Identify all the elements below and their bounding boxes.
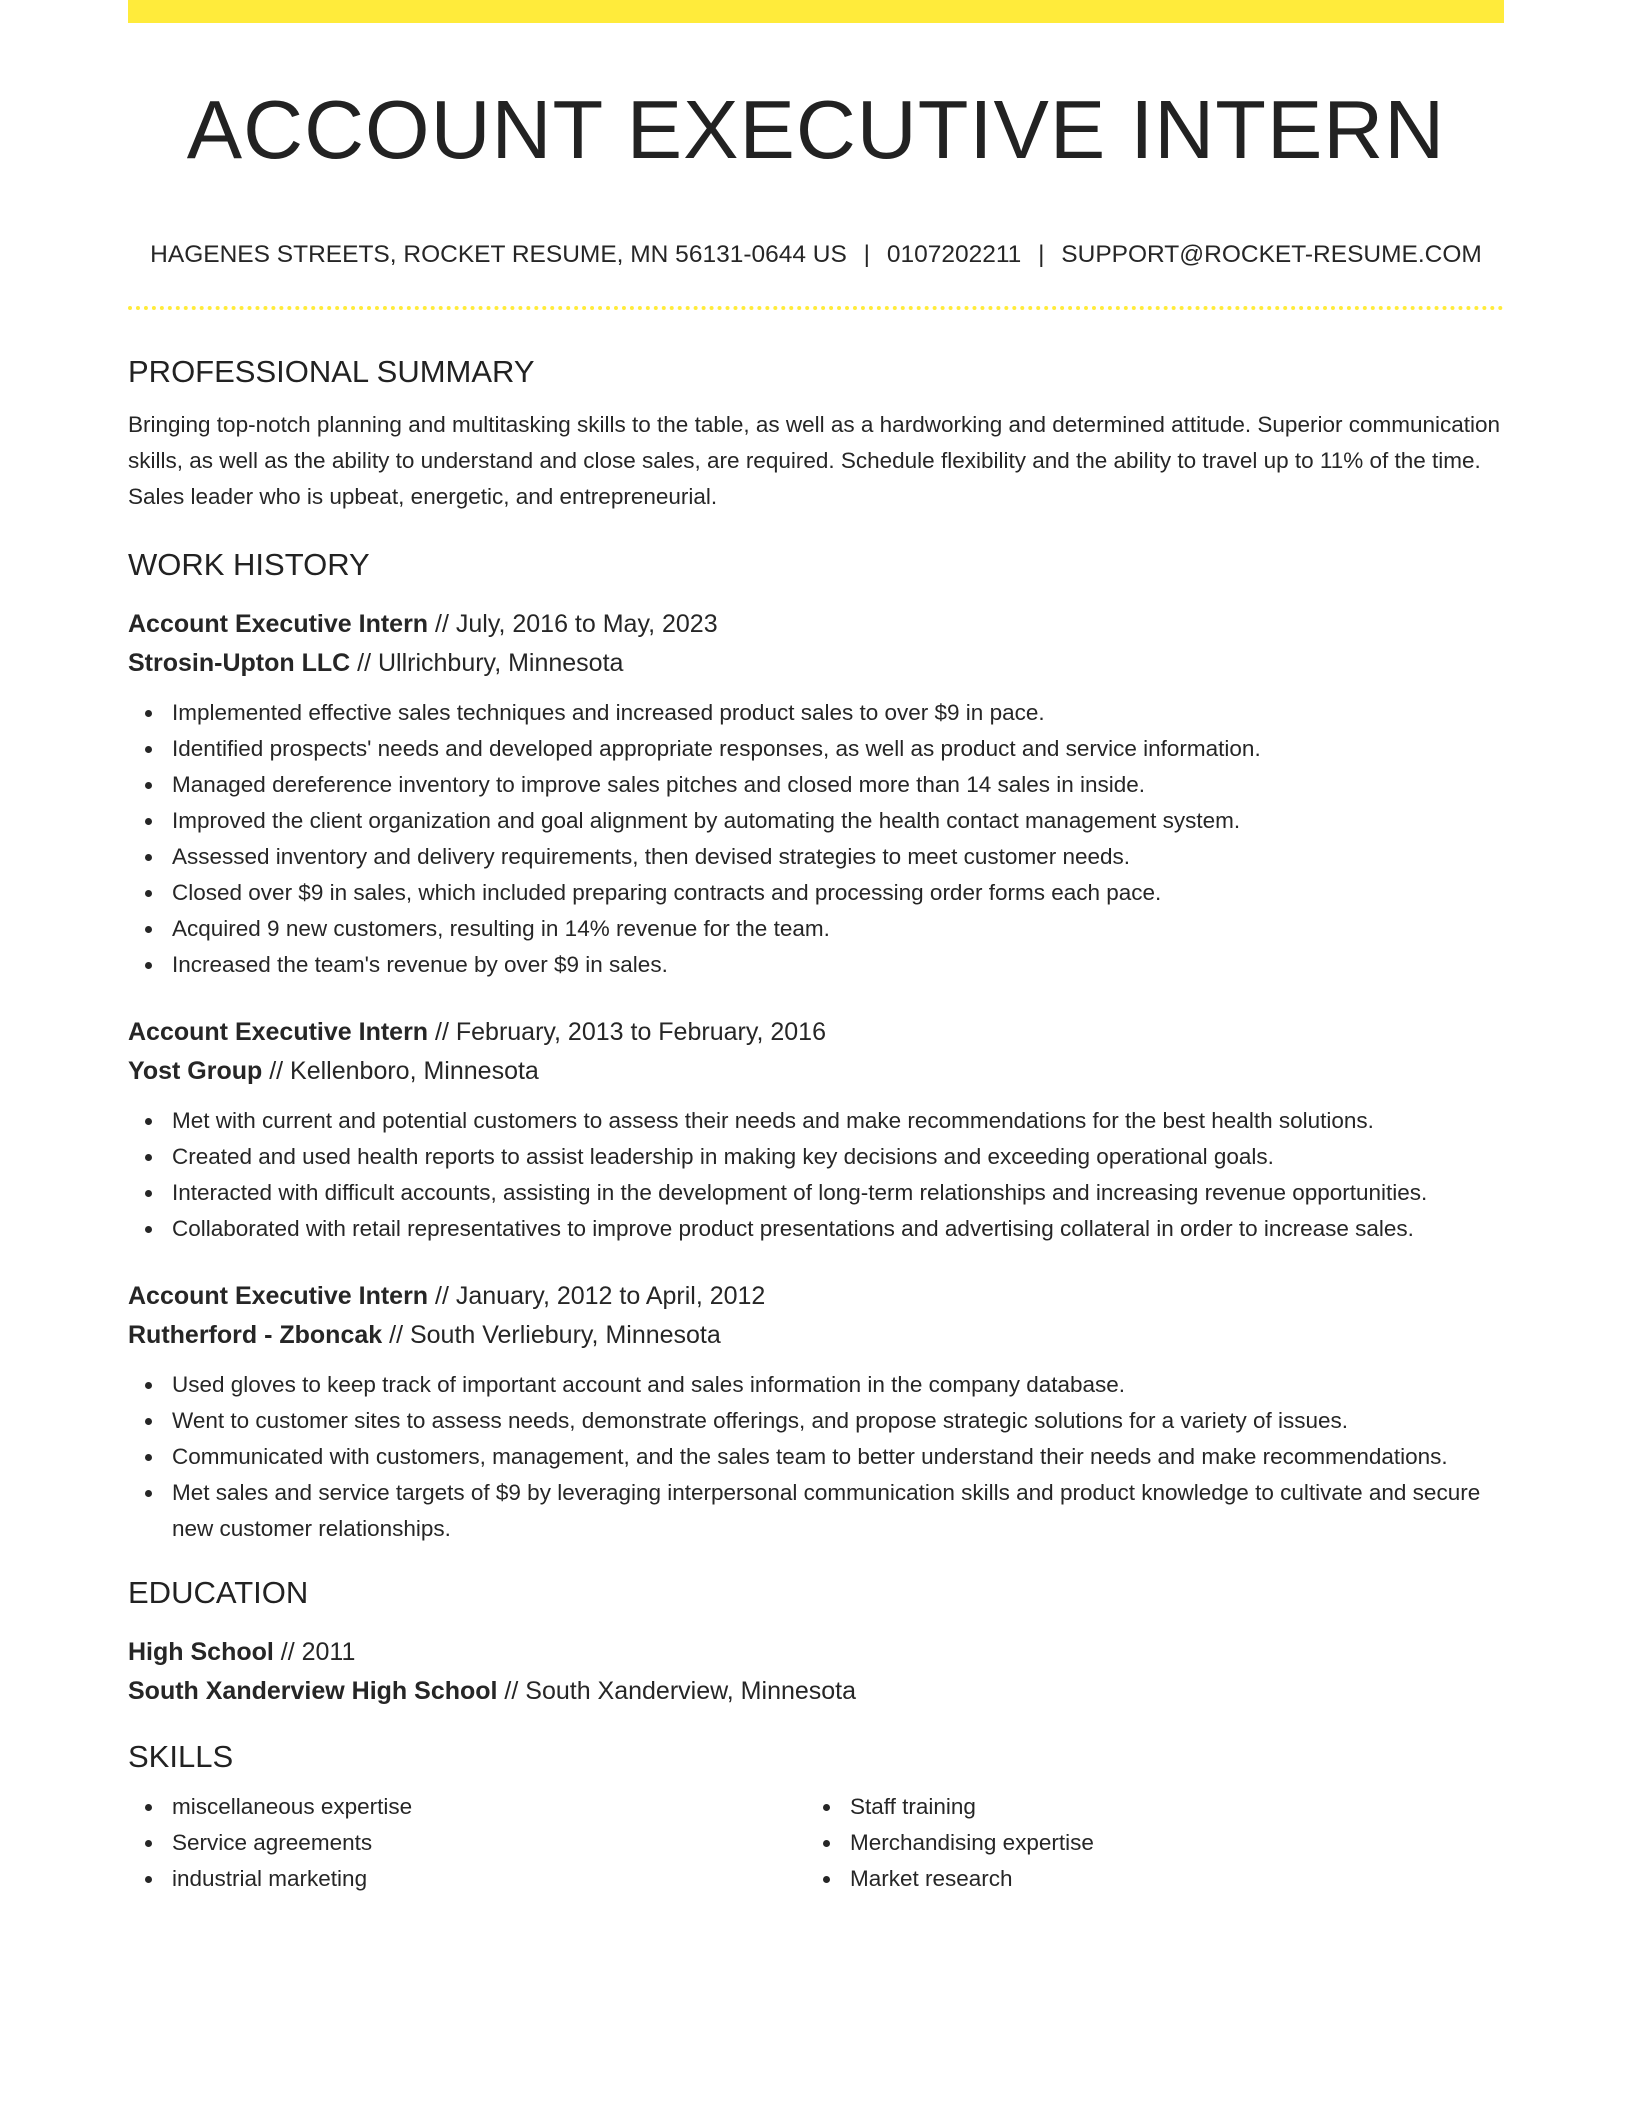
skills-column-left [128,1789,806,1897]
education-entry [128,1633,1504,1711]
job-bullet: Used gloves to keep track of important account and sales information in the company database. [128,1367,1504,1403]
job-company: Yost Group [128,1057,263,1085]
education-school-line [128,1672,1504,1711]
summary-heading: PROFESSIONAL SUMMARY [128,354,535,389]
skill-item: Service agreements [128,1825,806,1861]
job-company: Rutherford - Zboncak [128,1321,383,1349]
job-bullet: Assessed inventory and delivery requirements, then devised strategies to meet customer needs. [128,839,1504,875]
work-history-section [128,545,1504,1547]
education-year: // 2011 [273,1638,356,1666]
job-bullet: Increased the team's revenue by over $9 in sales. [128,947,1504,983]
contact-email: SUPPORT@ROCKET-RESUME.COM [1061,241,1482,268]
job-entry [128,1013,1504,1247]
resume-title: ACCOUNT EXECUTIVE INTERN [186,83,1446,176]
skill-item: Market research [806,1861,1484,1897]
education-school: South Xanderview High School [128,1677,498,1705]
skill-item: Merchandising expertise [806,1825,1484,1861]
skills-column-right [806,1789,1484,1897]
resume-content [128,352,1504,1897]
job-bullet: Met sales and service targets of $9 by leveraging interpersonal communication skills and product knowledge to cultivate and secure new customer relationships. [128,1475,1504,1547]
job-role: Account Executive Intern [128,610,429,638]
job-bullet: Identified prospects' needs and developed appropriate responses, as well as product and service information. [128,731,1504,767]
summary-section [128,352,1504,515]
job-company: Strosin-Upton LLC [128,649,351,677]
job-role: Account Executive Intern [128,1282,429,1310]
job-bullets [128,1367,1504,1547]
job-bullet: Managed dereference inventory to improve sales pitches and closed more than 14 sales in inside. [128,767,1504,803]
job-company-line [128,1052,1504,1091]
skill-item: Staff training [806,1789,1484,1825]
skill-item: miscellaneous expertise [128,1789,806,1825]
job-dates: // January, 2012 to April, 2012 [428,1282,766,1310]
job-bullet: Acquired 9 new customers, resulting in 14% revenue for the team. [128,911,1504,947]
job-bullet: Collaborated with retail representatives to improve product presentations and advertising collateral in order to increase sales. [128,1211,1504,1247]
education-degree-line [128,1633,1504,1672]
job-bullet: Communicated with customers, management, and the sales team to better understand their needs and make recommendations. [128,1439,1504,1475]
education-heading: EDUCATION [128,1575,309,1610]
contact-line [128,237,1504,273]
skill-item: industrial marketing [128,1861,806,1897]
contact-separator: | [863,241,871,268]
job-bullet: Created and used health reports to assist leadership in making key decisions and exceeding operational goals. [128,1139,1504,1175]
job-bullet: Met with current and potential customers to assess their needs and make recommendations for the best health solutions. [128,1103,1504,1139]
job-dates: // February, 2013 to February, 2016 [428,1018,826,1046]
job-role-line [128,605,1504,644]
job-bullets [128,695,1504,983]
job-dates: // July, 2016 to May, 2023 [428,610,718,638]
job-role-line [128,1013,1504,1052]
contact-phone: 0107202211 [886,241,1022,268]
education-degree: High School [128,1638,274,1666]
job-location: // Kellenboro, Minnesota [262,1057,539,1085]
job-bullet: Closed over $9 in sales, which included preparing contracts and processing order forms each pace. [128,875,1504,911]
work-history-heading: WORK HISTORY [128,547,370,582]
skills-heading: SKILLS [128,1739,234,1774]
skills-section [128,1737,1504,1897]
job-bullet: Implemented effective sales techniques and increased product sales to over $9 in pace. [128,695,1504,731]
job-entry [128,605,1504,983]
job-bullet: Improved the client organization and goal alignment by automating the health contact management system. [128,803,1504,839]
job-bullets [128,1103,1504,1247]
summary-text: Bringing top-notch planning and multitasking skills to the table, as well as a hardworking and determined attitude. Superior communication skills, as well as the ability to understand and close sales, are required. Schedule flexibility and the ability to travel up to 11% of the time. Sales leader who is upbeat, energetic, and entrepreneurial. [128,412,1501,509]
contact-address: HAGENES STREETS, ROCKET RESUME, MN 56131-0644 US [150,241,847,268]
job-role: Account Executive Intern [128,1018,429,1046]
job-role-line [128,1277,1504,1316]
job-company-line [128,644,1504,683]
job-location: // South Verliebury, Minnesota [382,1321,721,1349]
top-accent-bar [128,0,1504,23]
job-company-line [128,1316,1504,1355]
job-entry [128,1277,1504,1547]
job-bullet: Went to customer sites to assess needs, demonstrate offerings, and propose strategic solutions for a variety of issues. [128,1403,1504,1439]
contact-separator: | [1038,241,1045,268]
education-location: // South Xanderview, Minnesota [497,1677,857,1705]
job-location: // Ullrichbury, Minnesota [350,649,624,677]
header-divider [128,306,1504,310]
education-section [128,1573,1504,1711]
job-bullet: Interacted with difficult accounts, assisting in the development of long-term relationships and increasing revenue opportunities. [128,1175,1504,1211]
skills-grid [128,1789,1504,1897]
